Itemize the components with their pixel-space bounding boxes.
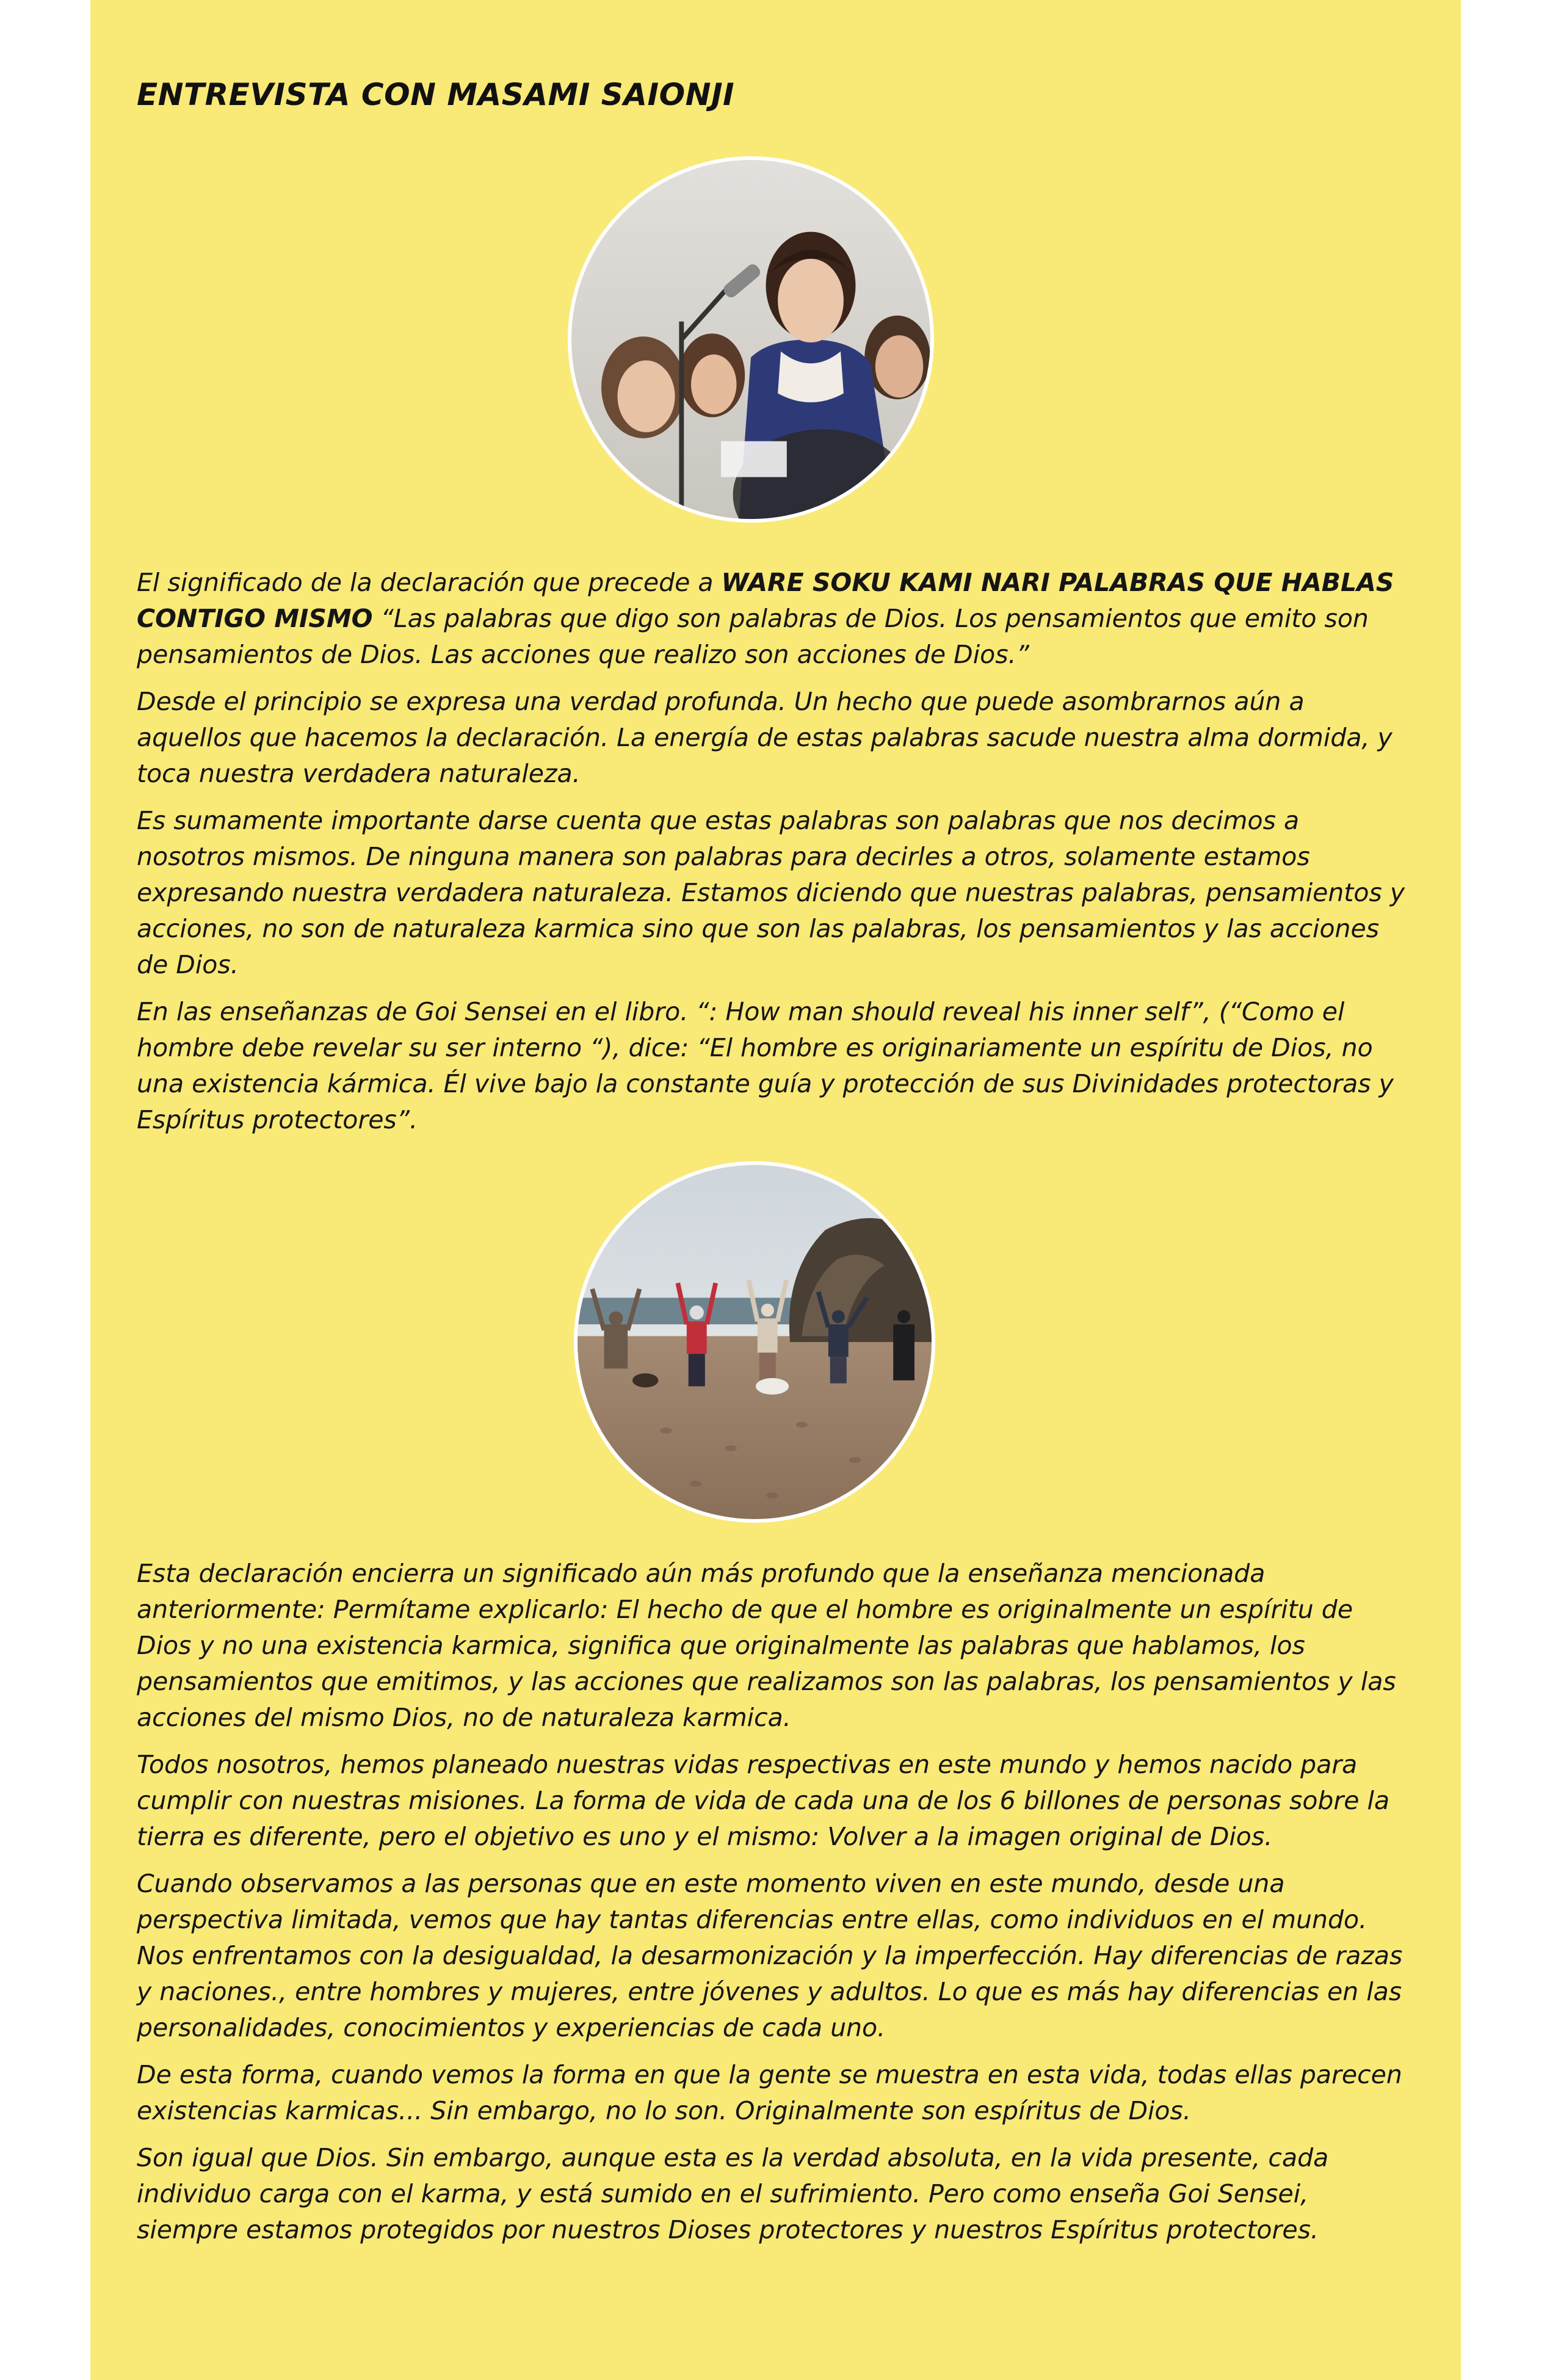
declaration-quote: “Las palabras que digo son palabras de Dios. Los pensamientos que emito son pensamientos de Dios. Las acciones que realizo son acciones de Dios.” [137, 604, 1369, 669]
speaker-photo [568, 156, 934, 523]
paragraph: En las enseñanzas de Goi Sensei en el libro. “: How man should reveal his inner self”, (“Como el hombre debe revelar su ser interno “), dice: “El hombre es originariamente un espíritu de Dios, no una existencia kármica. Él vive bajo la constante guía y protección de sus Divinidades protectoras y Espíritus protectores”. [137, 997, 1394, 1134]
paragraph: Cuando observamos a las personas que en este momento viven en este mundo, desde una perspectiva limitada, vemos que hay tantas diferencias entre ellas, como individuos en el mundo. Nos enfrentamos con la desigualdad, la desarmonización y la imperfección. Hay diferencias de razas y naciones., entre hombres y mujeres, entre jóvenes y adultos. Lo que es más hay diferencias en las personalidades, conocimientos y experiencias de cada uno. [137, 1869, 1403, 2042]
paragraph: De esta forma, cuando vemos la forma en que la gente se muestra en esta vida, todas ellas parecen existencias karmicas... Sin embargo, no lo son. Originalmente son espíritus de Dios. [137, 2060, 1402, 2125]
paragraph: Todos nosotros, hemos planeado nuestras vidas respectivas en este mundo y hemos nacido para cumplir con nuestras misiones. La forma de vida de cada una de los 6 billones de personas sobre la tierra es diferente, pero el objetivo es uno y el mismo: Volver a la imagen original de Dios. [137, 1750, 1390, 1851]
paragraph: Son igual que Dios. Sin embargo, aunque esta es la verdad absoluta, en la vida presente, cada individuo carga con el karma, y está sumido en el sufrimiento. Pero como enseña Goi Sensei, siempre estamos protegidos por nuestros Dioses protectores y nuestros Espíritus protectores. [137, 2143, 1329, 2244]
paragraph: Desde el principio se expresa una verdad profunda. Un hecho que puede asombrarnos aún a aquellos que hacemos la declaración. La energía de estas palabras sacude nuestra alma dormida, y toca nuestra verdadera naturaleza. [137, 687, 1392, 788]
paragraph: Es sumamente importante darse cuenta que estas palabras son palabras que nos decimos a nosotros mismos. De ninguna manera son palabras para decirles a otros, solamente estamos expresando nuestra verdadera naturaleza. Estamos diciendo que nuestras palabras, pensamientos y acciones, no son de naturaleza karmica sino que son las palabras, los pensamientos y las acciones de Dios. [137, 806, 1405, 979]
beach-photo [574, 1161, 935, 1523]
page-title: ENTREVISTA CON MASAMI SAIONJI [137, 77, 735, 112]
intro-text: El significado de la declaración que precede a [137, 568, 722, 597]
section-two [137, 1556, 1411, 2259]
section-one [137, 565, 1411, 1149]
paragraph: Esta declaración encierra un significado aún más profundo que la enseñanza mencionada anteriormente: Permítame explicarlo: El hecho de que el hombre es originalmente un espíritu de Dios y no una existencia karmica, significa que originalmente las palabras que hablamos, los pensamientos que emitimos, y las acciones que realizamos son las palabras, los pensamientos y las acciones del mismo Dios, no de naturaleza karmica. [137, 1559, 1396, 1732]
paragraph-declaration [137, 565, 1411, 673]
declaration-name: WARE SOKU KAMI NARI PALABRAS QUE HABLAS CONTIGO MISMO [137, 568, 1394, 633]
